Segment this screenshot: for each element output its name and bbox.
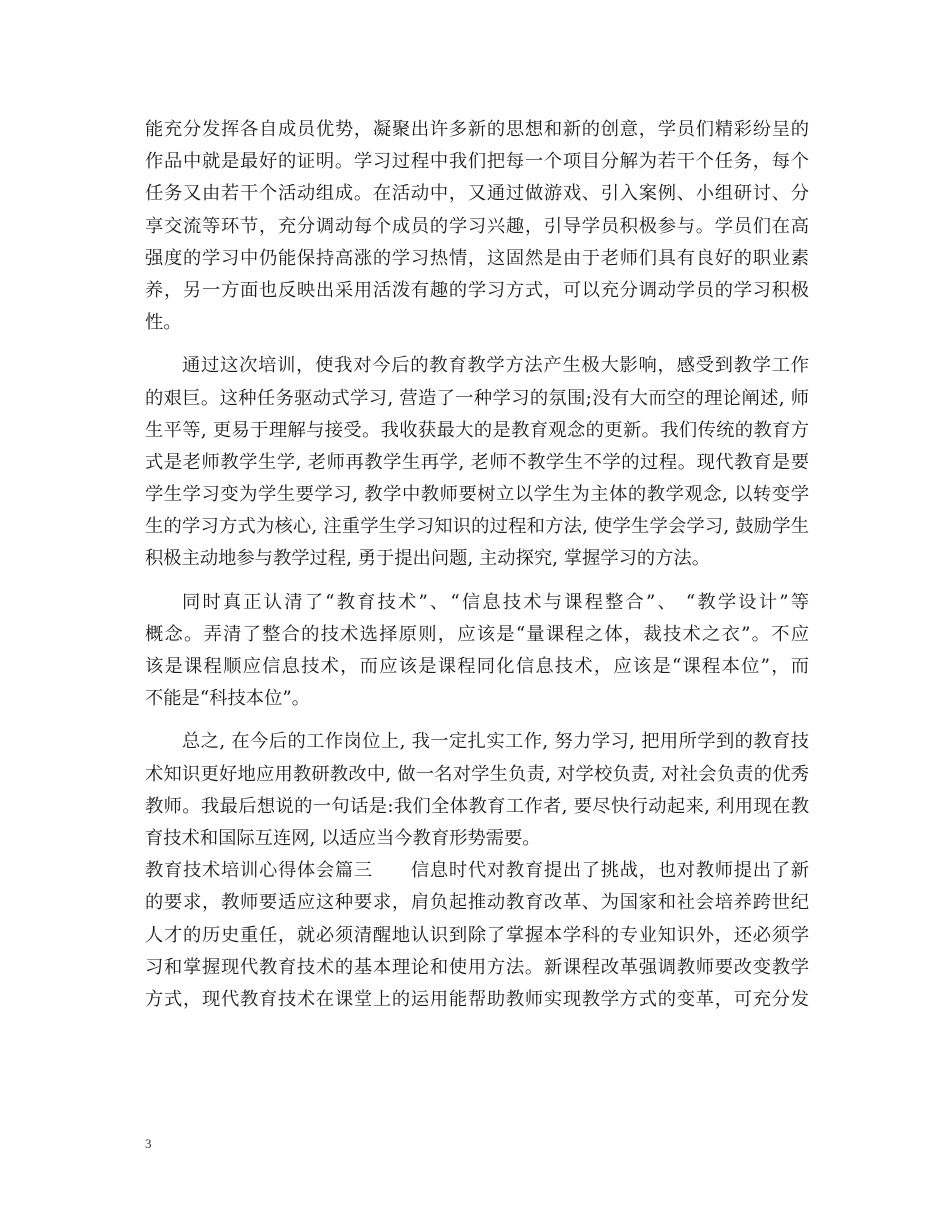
text-line: 习和掌握现代教育技术的基本理论和使用方法。新课程改革强调教师要改变教学 [145, 956, 809, 978]
paragraph-5 [145, 855, 809, 1016]
paragraph-2 [145, 350, 809, 575]
text-line: 教育技术培训心得体会篇三 信息时代对教育提出了挑战，也对教师提出了新 [145, 860, 809, 882]
text-line: 性。 [145, 312, 182, 334]
text-line: 生平等, 更易于理解与接受。我收获最大的是教育观念的更新。我们传统的教育方 [145, 419, 809, 441]
text-line: 教师。我最后想说的一句话是:我们全体教育工作者, 要尽快行动起来, 利用现在教 [145, 795, 809, 817]
text-line: 总之, 在今后的工作岗位上, 我一定扎实工作, 努力学习, 把用所学到的教育技 [182, 731, 809, 753]
paragraph-1 [145, 114, 809, 339]
text-line: 学生学习变为学生要学习, 教学中教师要树立以学生为主体的教学观念, 以转变学 [145, 484, 809, 506]
text-line: 概念。弄清了整合的技术选择原则，应该是“量课程之体，裁技术之衣”。不应 [145, 623, 809, 645]
paragraph-4 [145, 726, 809, 855]
text-line: 生的学习方式为核心, 注重学生学习知识的过程和方法, 使学生学会学习, 鼓励学生 [145, 516, 809, 538]
text-line: 强度的学习中仍能保持高涨的学习热情，这固然是由于老师们具有良好的职业素 [145, 247, 809, 269]
text-line: 同时真正认清了“教育技术”、“信息技术与课程整合”、 “教学设计”等 [182, 591, 809, 613]
text-line: 人才的历史重任，就必须清醒地认识到除了掌握本学科的专业知识外，还必须学 [145, 924, 809, 946]
text-line: 的要求，教师要适应这种要求，肩负起推动教育改革、为国家和社会培养跨世纪 [145, 892, 809, 914]
text-line: 育技术和国际互连网, 以适应当今教育形势需要。 [145, 827, 541, 849]
text-line: 能充分发挥各自成员优势，凝聚出许多新的思想和新的创意，学员们精彩纷呈的 [145, 119, 809, 140]
text-line: 通过这次培训，使我对今后的教育教学方法产生极大影响，感受到教学工作 [182, 355, 809, 377]
text-line: 任务又由若干个活动组成。在活动中，又通过做游戏、引入案例、小组研讨、分 [145, 183, 809, 205]
text-line: 享交流等环节，充分调动每个成员的学习兴趣，引导学员积极参与。学员们在高 [145, 215, 809, 237]
text-line: 该是课程顺应信息技术，而应该是课程同化信息技术，应该是“课程本位”，而 [145, 656, 809, 677]
text-line: 术知识更好地应用教研教改中, 做一名对学生负责, 对学校负责, 对社会负责的优秀 [145, 763, 809, 785]
text-line: 不能是“科技本位”。 [145, 688, 310, 710]
paragraph-3 [145, 587, 809, 716]
text-line: 方式，现代教育技术在课堂上的运用能帮助教师实现教学方式的变革，可充分发 [145, 988, 809, 1010]
text-line: 的艰巨。这种任务驱动式学习, 营造了一种学习的氛围;没有大而空的理论阐述, 师 [145, 387, 809, 409]
page-number: 3 [145, 1136, 152, 1151]
text-line: 养，另一方面也反映出采用活泼有趣的学习方式，可以充分调动学员的学习积极 [145, 279, 809, 301]
text-line: 式是老师教学生学, 老师再教学生再学, 老师不教学生不学的过程。现代教育是要 [145, 451, 809, 473]
document-body [145, 114, 809, 1016]
text-line: 积极主动地参与教学过程, 勇于提出问题, 主动探究, 掌握学习的方法。 [145, 548, 711, 570]
text-line: 作品中就是最好的证明。学习过程中我们把每一个项目分解为若干个任务，每个 [145, 151, 809, 173]
